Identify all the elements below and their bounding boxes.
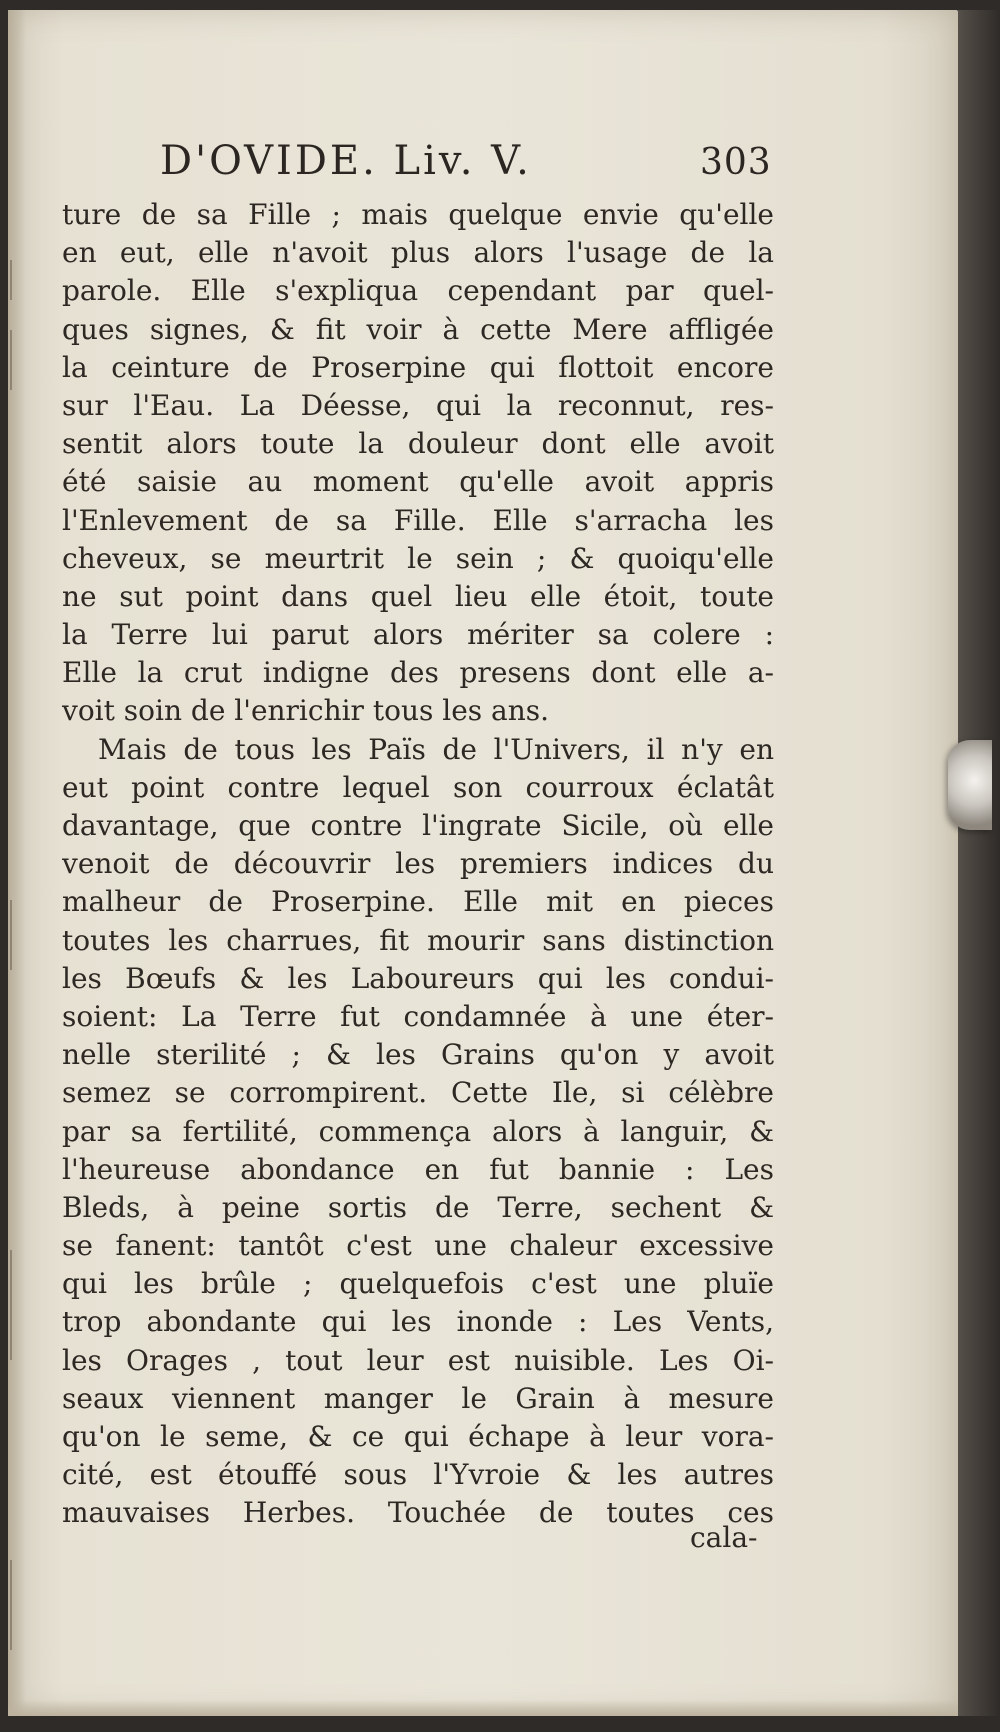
text-line: qu'on le seme, & ce qui échape à leur vora- bbox=[62, 1420, 774, 1453]
text-line: en eut, elle n'avoit plus alors l'usage de la bbox=[62, 236, 774, 270]
text-line: l'Enlevement de sa Fille. Elle s'arracha les bbox=[62, 503, 774, 537]
body-text bbox=[62, 196, 774, 1533]
text-line: par sa fertilité, commença alors à languir, & bbox=[62, 1114, 774, 1148]
text-line: eut point contre lequel son courroux éclatât bbox=[62, 770, 774, 804]
text-line: qui les brûle ; quelquefois c'est une pluïe bbox=[62, 1267, 774, 1301]
page-number: 303 bbox=[700, 142, 772, 183]
text-line: la Terre lui parut alors mériter sa colere : bbox=[62, 618, 774, 652]
running-title: D'OVIDE. Liv. V. bbox=[160, 138, 532, 184]
text-line: sur l'Eau. La Déesse, qui la reconnut, res- bbox=[62, 388, 774, 422]
text-line: cheveux, se meurtrit le sein ; & quoiqu'elle bbox=[62, 541, 774, 575]
text-line: sentit alors toute la douleur dont elle avoit bbox=[62, 427, 774, 461]
text-line: seaux viennent manger le Grain à mesure bbox=[62, 1381, 774, 1415]
text-line: été saisie au moment qu'elle avoit appris bbox=[62, 465, 774, 499]
text-line: parole. Elle s'expliqua cependant par quel- bbox=[62, 274, 774, 308]
text-line: voit soin de l'enrichir tous les ans. bbox=[62, 694, 550, 728]
page-bottom-edge bbox=[8, 1700, 958, 1716]
text-line: ture de sa Fille ; mais quelque envie qu'elle bbox=[62, 198, 774, 231]
text-line: l'heureuse abondance en fut bannie : Les bbox=[62, 1152, 774, 1186]
text-line: les Bœufs & les Laboureurs qui les condui- bbox=[62, 961, 774, 995]
text-line: mauvaises Herbes. Touchée de toutes ces bbox=[62, 1496, 774, 1530]
page-clip bbox=[948, 740, 992, 830]
catchword: cala- bbox=[690, 1521, 758, 1554]
text-line: les Orages , tout leur est nuisible. Les Oi- bbox=[62, 1343, 774, 1377]
text-line: venoit de découvrir les premiers indices du bbox=[62, 847, 774, 881]
text-line: Bleds, à peine sortis de Terre, sechent & bbox=[62, 1190, 774, 1224]
text-line: cité, est étouffé sous l'Yvroie & les autres bbox=[62, 1458, 774, 1492]
text-line: soient: La Terre fut condamnée à une éter- bbox=[62, 999, 774, 1033]
text-line: semez se corrompirent. Cette Ile, si célèbre bbox=[62, 1076, 774, 1110]
paragraph-first-line: Mais de tous les Païs de l'Univers, il n'y en bbox=[98, 732, 774, 766]
text-line: nelle sterilité ; & les Grains qu'on y avoit bbox=[62, 1038, 774, 1072]
text-line: ne sut point dans quel lieu elle étoit, toute bbox=[62, 579, 774, 613]
margin-mark bbox=[10, 260, 12, 300]
text-line: toutes les charrues, fit mourir sans distinction bbox=[62, 923, 774, 957]
text-line: se fanent: tantôt c'est une chaleur excessive bbox=[62, 1229, 774, 1263]
text-line: Elle la crut indigne des presens dont elle a- bbox=[62, 656, 774, 690]
margin-mark bbox=[10, 1250, 12, 1360]
margin-mark bbox=[10, 900, 12, 970]
margin-mark bbox=[10, 330, 12, 390]
running-header bbox=[160, 138, 780, 190]
text-line: trop abondante qui les inonde : Les Vents, bbox=[62, 1305, 774, 1339]
text-line: la ceinture de Proserpine qui flottoit encore bbox=[62, 350, 774, 384]
text-line: davantage, que contre l'ingrate Sicile, où elle bbox=[62, 809, 774, 842]
margin-mark bbox=[10, 1560, 12, 1650]
page-right-shadow bbox=[958, 10, 1000, 1716]
text-line: malheur de Proserpine. Elle mit en pieces bbox=[62, 885, 774, 919]
text-line: ques signes, & fit voir à cette Mere affligée bbox=[62, 312, 774, 346]
